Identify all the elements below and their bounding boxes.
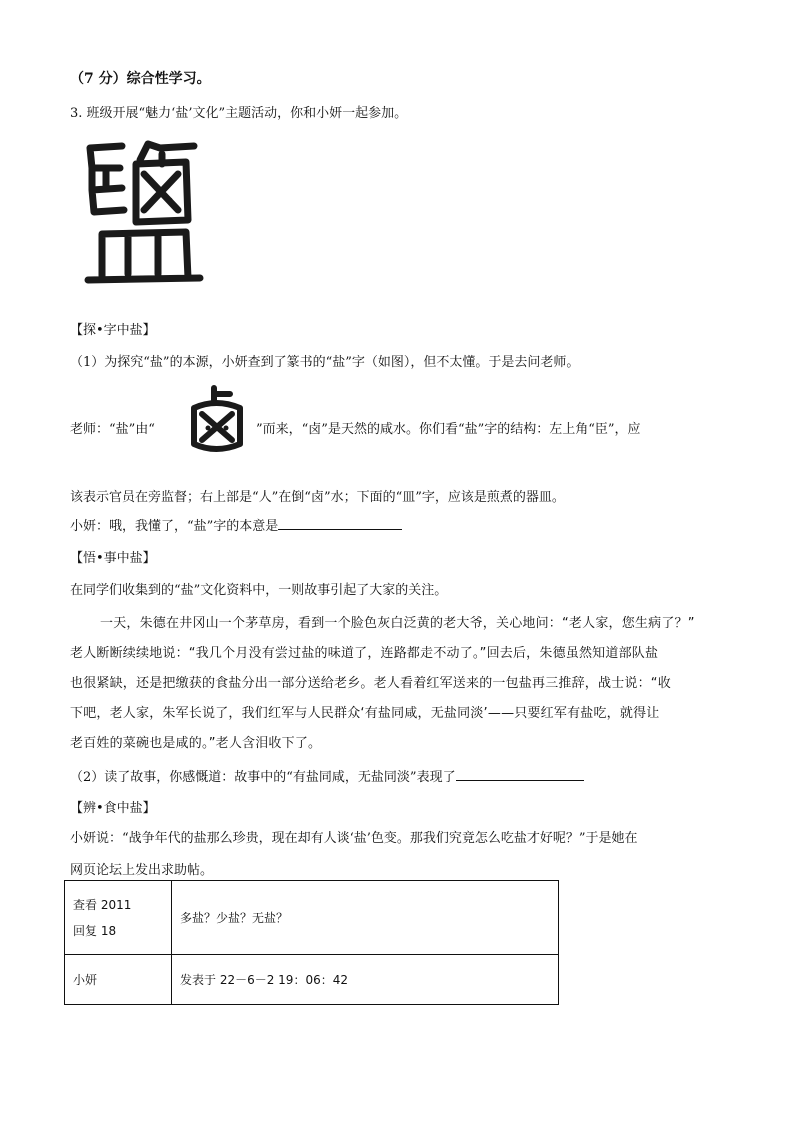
part2-heading: 【悟•事中盐】 <box>70 551 156 566</box>
section-heading: （7 分）综合性学习。 <box>70 71 211 87</box>
teacher-text-a: 老师：“盐”由“ <box>70 422 155 437</box>
story-line: 老百姓的菜碗也是咸的。”老人含泪收下了。 <box>70 736 322 751</box>
forum-stats-cell <box>65 881 172 955</box>
forum-post-table <box>64 880 559 1005</box>
xiaoyan-text: 小妍：哦，我懂了，“盐”字的本意是 <box>70 519 279 534</box>
forum-author: 小妍 <box>73 973 98 987</box>
story-line: 一天，朱德在井冈山一个茅草房，看到一个脸色灰白泛黄的老大爷，关心地问：“老人家，您生病了？” <box>100 616 695 631</box>
part2-intro: 在同学们收集到的“盐”文化资料中，一则故事引起了大家的关注。 <box>70 583 448 598</box>
forum-replies: 回复 18 <box>73 923 117 938</box>
part1-heading: 【探•字中盐】 <box>70 323 156 338</box>
forum-author-cell <box>65 955 172 1005</box>
story-line: 老人断断续续地说：“我几个月没有尝过盐的味道了，连路都走不动了。”回去后，朱德虽然知道部队盐 <box>70 646 659 661</box>
forum-title: 多盐？少盐？无盐？ <box>180 911 289 925</box>
answer-blank-1[interactable] <box>278 515 402 530</box>
seal-lu-image <box>186 384 248 460</box>
question-2: （2）读了故事，你感慨道：故事中的“有盐同咸，无盐同淡”表现了 <box>70 770 456 785</box>
teacher-text-c: 该表示官员在旁监督；右上部是“人”在倒“卤”水；下面的“皿”字，应该是煎煮的器皿。 <box>70 490 565 505</box>
teacher-text-b: ”而来，“卤”是天然的咸水。你们看“盐”字的结构：左上角“臣”，应 <box>256 422 641 437</box>
question-1: （1）为探究“盐”的本源，小妍查到了篆书的“盐”字（如图），但不太懂。于是去问老师。 <box>70 355 580 370</box>
forum-header-row <box>65 881 559 955</box>
xiaoyan-answer-line <box>70 515 402 534</box>
forum-author-row <box>65 955 559 1005</box>
part3-heading: 【辨•食中盐】 <box>70 801 156 816</box>
seal-script-salt-image <box>82 138 207 302</box>
question-intro: 3. 班级开展“魅力‘盐’文化”主题活动，你和小妍一起参加。 <box>70 106 408 121</box>
answer-blank-2[interactable] <box>456 766 584 781</box>
part3-line1: 小妍说：“战争年代的盐那么珍贵，现在却有人谈‘盐’色变。那我们究竟怎么吃盐才好呢？”于是她在 <box>70 831 638 846</box>
forum-posted: 发表于 22－6－2 19：06：42 <box>180 973 348 987</box>
question-2-line <box>70 766 584 785</box>
story-line: 下吧，老人家，朱军长说了，我们红军与人民群众‘有盐同咸，无盐同淡’——只要红军有盐吃，就得让 <box>70 706 660 721</box>
forum-title-cell <box>172 881 559 955</box>
part3-line2: 网页论坛上发出求助帖。 <box>70 863 214 878</box>
forum-posted-cell <box>172 955 559 1005</box>
story-line: 也很紧缺，还是把缴获的食盐分出一部分送给老乡。老人看着红军送来的一包盐再三推辞，战士说：“收 <box>70 676 671 691</box>
forum-views: 查看 2011 <box>73 897 132 912</box>
